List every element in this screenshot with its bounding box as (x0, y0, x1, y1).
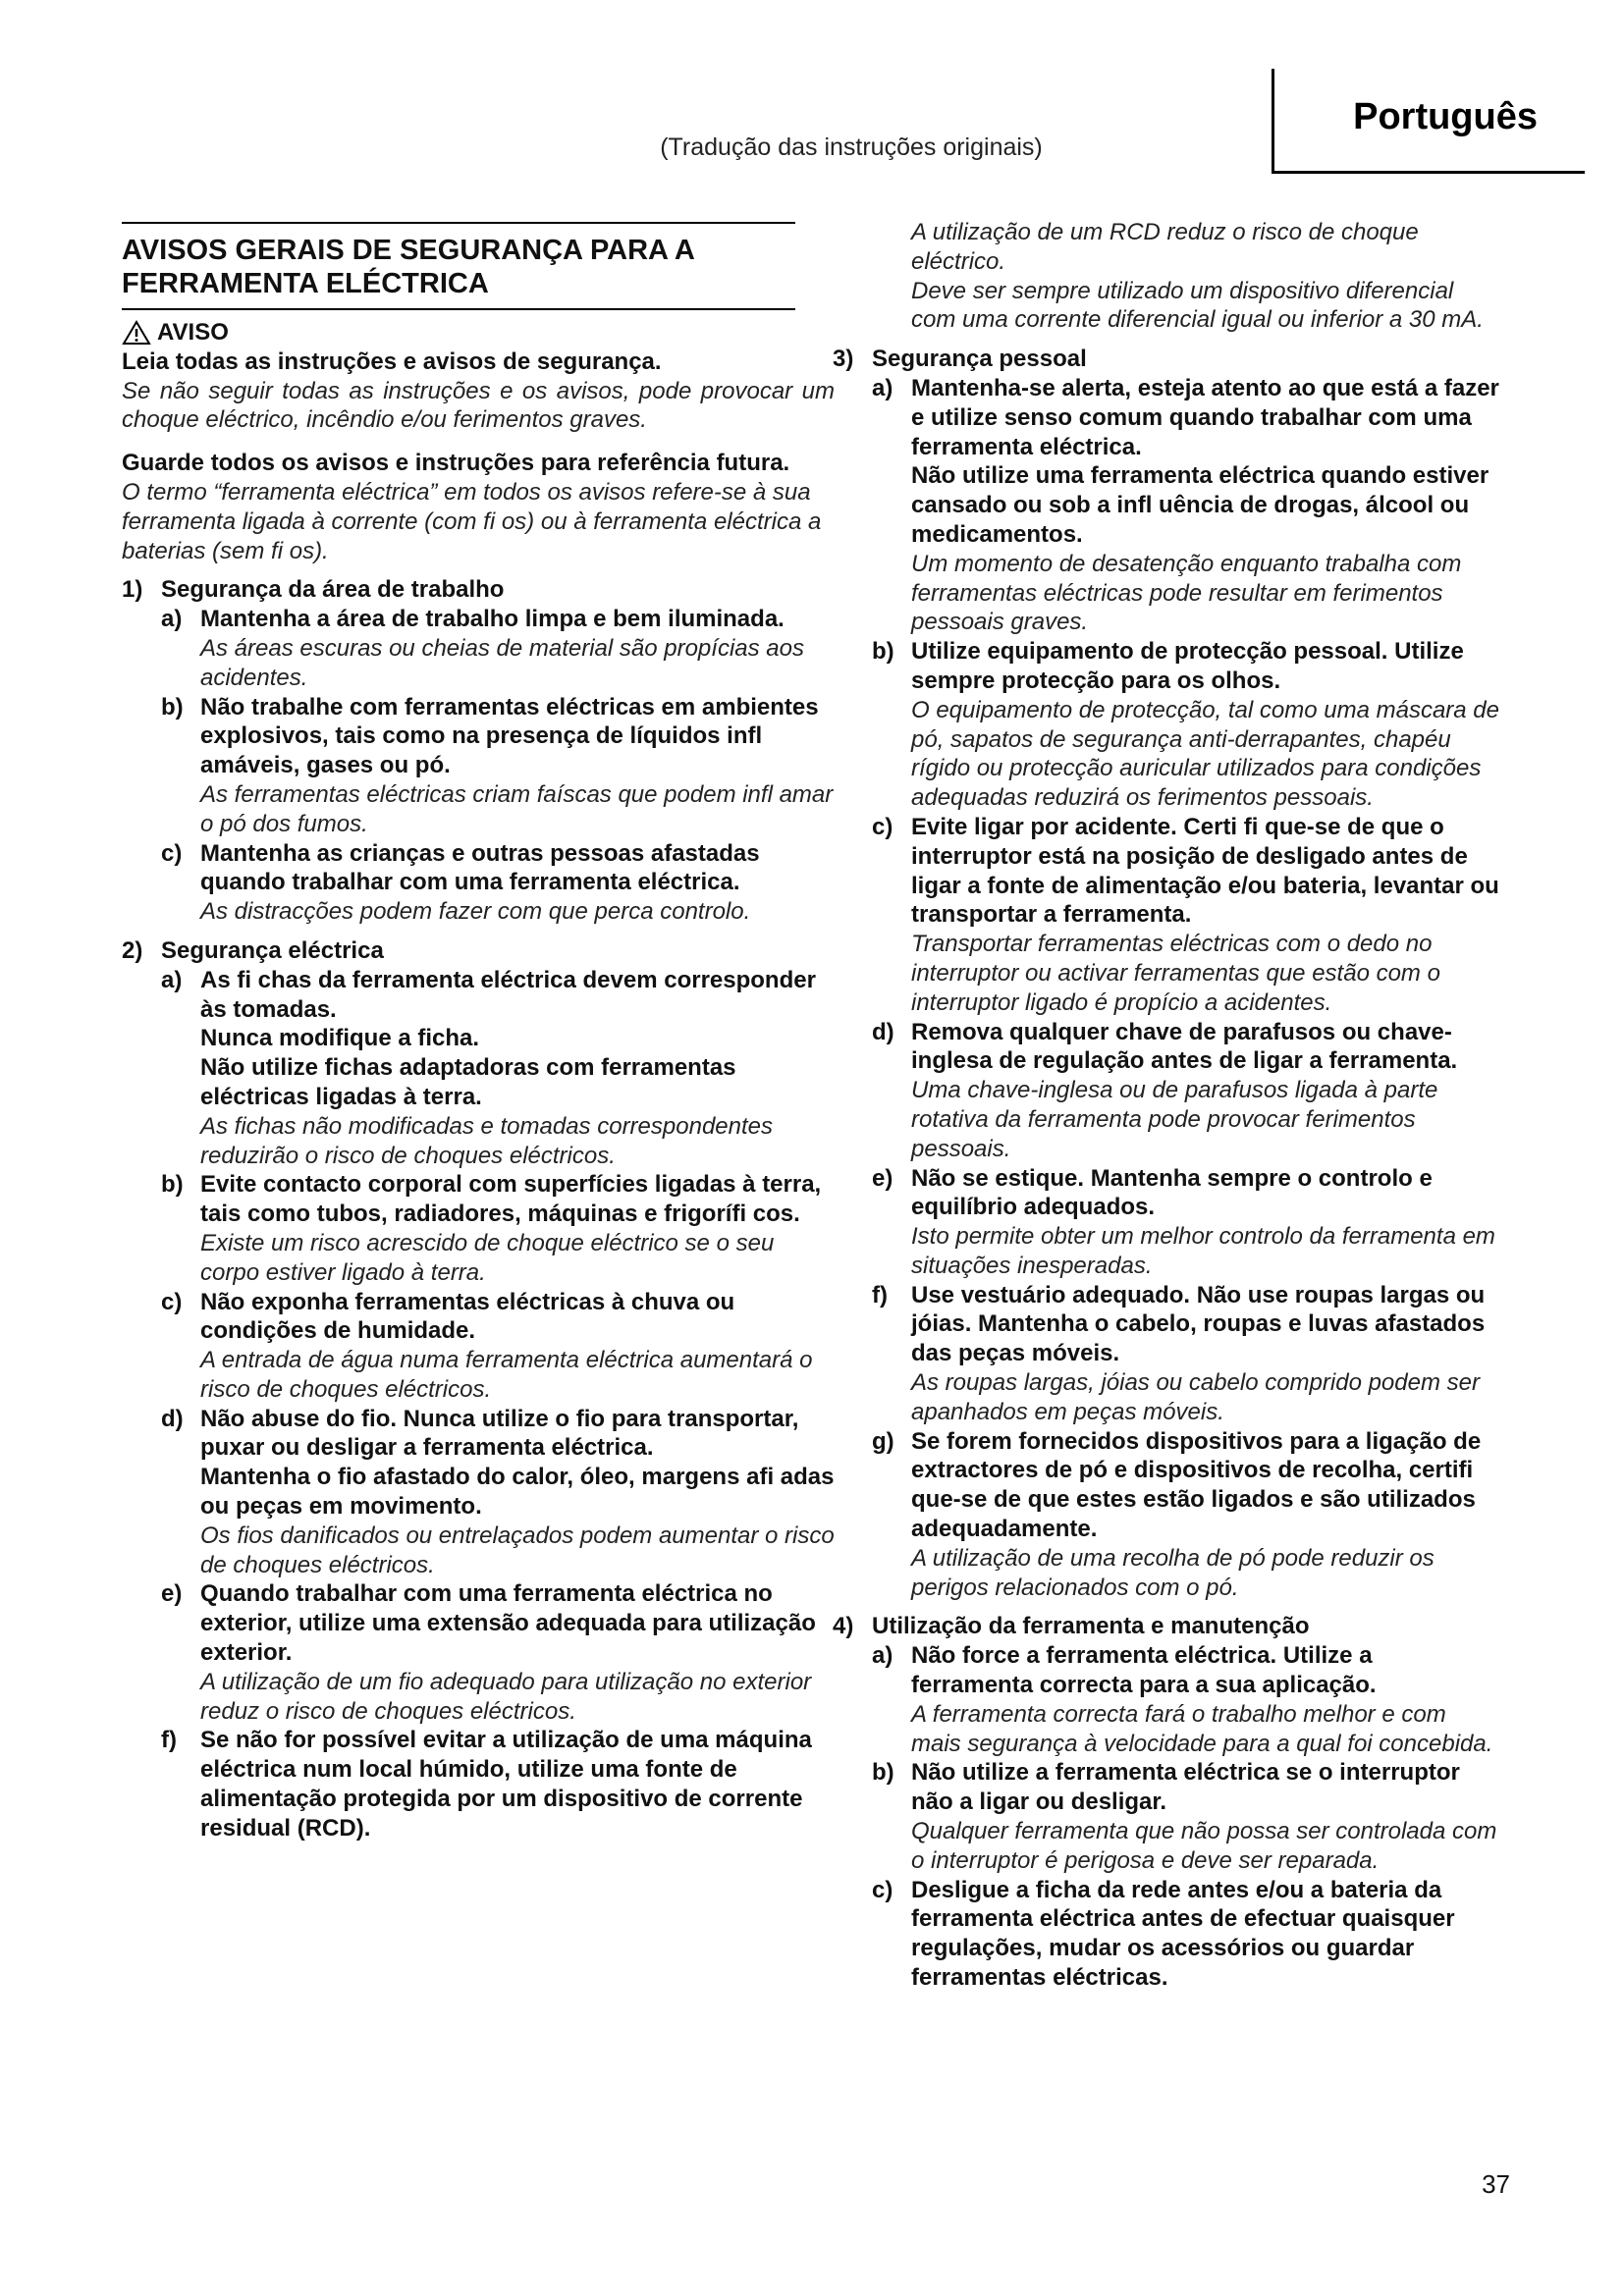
item-3e: e) Não se estique. Mantenha sempre o controlo e equilíbrio adequados. Isto permite obter um melhor controlo da ferramenta em situações inesperadas. (872, 1164, 1495, 1279)
item-2c: c) Não exponha ferramentas eléctricas à chuva ou condições de humidade. A entrada de água numa ferramenta eléctrica aumentará o risco de choques eléctricos. (161, 1288, 813, 1403)
item-1c: c) Mantenha as crianças e outras pessoas afastadas quando trabalhar com uma ferramenta eléctrica. As distracções podem fazer com que perca controlo. (161, 839, 760, 926)
item-1b: b) Não trabalhe com ferramentas eléctricas em ambientes explosivos, tais como na presença de líquidos infl amáveis, gases ou pó. As ferramentas eléctricas criam faíscas que podem infl amar o pó dos fumos. (161, 693, 834, 837)
section-2-heading: 2) Segurança eléctrica (122, 936, 384, 964)
page-title: AVISOS GERAIS DE SEGURANÇA PARA A FERRAMENTA ELÉCTRICA (122, 222, 795, 310)
warning-heading (122, 318, 835, 347)
warning-label: AVISO (157, 319, 229, 346)
item-2a: a) As fi chas da ferramenta eléctrica devem corresponder às tomadas. Nunca modifique a ficha. Não utilize fichas adaptadoras com ferramentas eléctricas ligadas à terra. As fichas não modificadas e tomadas correspondentes reduzirão o risco de choques eléctricos. (161, 966, 816, 1169)
section-4-heading: 4) Utilização da ferramenta e manutenção (833, 1613, 1310, 1640)
item-2f-note: A utilização de um RCD reduz o risco de choque eléctrico. (911, 219, 1419, 275)
item-3d: d) Remova qualquer chave de parafusos ou chave-inglesa de regulação antes de ligar a ferramenta. Uma chave-inglesa ou de parafusos ligada à parte rotativa da ferramenta pode provocar ferimentos pessoais. (872, 1018, 1458, 1162)
intro-keep: Guarde todos os avisos e instruções para referência futura. (122, 450, 790, 477)
intro-term-note: O termo “ferramenta eléctrica” em todos os avisos refere-se à sua ferramenta ligada à corrente (com fi os) ou à ferramenta eléctrica a baterias (sem fi os). (122, 478, 822, 564)
section-1-heading: 1) Segurança da área de trabalho (122, 576, 505, 604)
item-4b: b) Não utilize a ferramenta eléctrica se o interruptor não a ligar ou desligar. Qualquer ferramenta que não possa ser controlada com o interruptor é perigosa e deve ser reparada. (872, 1759, 1497, 1874)
right-column (833, 218, 1500, 1993)
item-3g: g) Se forem fornecidos dispositivos para a ligação de extractores de pó e dispositivos de recolha, certifi que-se de que estes estão ligados e são utilizados adequadamente. A utilização de uma recolha de pó pode reduzir os perigos relacionados com o pó. (872, 1427, 1482, 1601)
item-2d: d) Não abuse do fio. Nunca utilize o fio para transportar, puxar ou desligar a ferramenta eléctrica. Mantenha o fio afastado do calor, óleo, margens afi adas ou peças em movimento. Os fios danificados ou entrelaçados podem aumentar o risco de choques eléctricos. (161, 1405, 835, 1578)
item-2e: e) Quando trabalhar com uma ferramenta eléctrica no exterior, utilize uma extensão adequada para utilização exterior. A utilização de um fio adequado para utilização no exterior reduz o risco de choques eléctricos. (161, 1580, 816, 1725)
section-3-heading: 3) Segurança pessoal (833, 346, 1087, 373)
item-4a: a) Não force a ferramenta eléctrica. Utilize a ferramenta correcta para a sua aplicação. A ferramenta correcta fará o trabalho melhor e com mais segurança à velocidade para a qual foi concebida. (872, 1642, 1493, 1757)
item-2f: f) Se não for possível evitar a utilização de uma máquina eléctrica num local húmido, utilize uma fonte de alimentação protegida por um dispositivo de corrente residual (RCD). (161, 1727, 812, 1842)
page-number: 37 (1482, 2169, 1510, 2199)
intro-read-all-note: Se não seguir todas as instruções e os avisos, pode provocar um choque eléctrico, incêndio e/ou ferimentos graves. (122, 377, 835, 434)
item-2f-note2: Deve ser sempre utilizado um dispositivo diferencial com uma corrente diferencial igual ou inferior a 30 mA. (911, 277, 1484, 334)
translation-subtitle: (Tradução das instruções originais) (660, 133, 1043, 161)
item-3f: f) Use vestuário adequado. Não use roupas largas ou jóias. Mantenha o cabelo, roupas e luvas afastados das peças móveis. As roupas largas, jóias ou cabelo comprido podem ser apanhados em peças móveis. (872, 1281, 1486, 1425)
language-label: Português (1353, 96, 1538, 137)
intro-read-all: Leia todas as instruções e avisos de segurança. (122, 347, 662, 375)
left-column (122, 214, 835, 1843)
item-2b: b) Evite contacto corporal com superfícies ligadas à terra, tais como tubos, radiadores, máquinas e frigoríﬁ cos. Existe um risco acrescido de choque eléctrico se o seu corpo estiver ligado à terra. (161, 1171, 822, 1286)
item-1a: a) Mantenha a área de trabalho limpa e bem iluminada. As áreas escuras ou cheias de material são propícias aos acidentes. (161, 606, 804, 691)
item-4c: c) Desligue a ficha da rede antes e/ou a bateria da ferramenta eléctrica antes de efectuar quaisquer regulações, mudar os acessórios ou guardar ferramentas eléctricas. (872, 1876, 1455, 1992)
item-3c: c) Evite ligar por acidente. Certi fi que-se de que o interruptor está na posição de desligado antes de ligar a fonte de alimentação e/ou bateria, levantar ou transportar a ferramenta. Transportar ferramentas eléctricas com o dedo no interruptor ou activar ferramentas que estão com o interruptor ligado é propício a acidentes. (872, 813, 1499, 1016)
item-3a: a) Mantenha-se alerta, esteja atento ao que está a fazer e utilize senso comum quando trabalhar com uma ferramenta eléctrica. Não utilize uma ferramenta eléctrica quando estiver cansado ou sob a infl uência de drogas, álcool ou medicamentos. Um momento de desatenção enquanto trabalha com ferramentas eléctricas pode resultar em ferimentos pessoais graves. (872, 374, 1499, 636)
warning-triangle-icon (122, 320, 151, 346)
item-3b: b) Utilize equipamento de protecção pessoal. Utilize sempre protecção para os olhos. O equipamento de protecção, tal como uma máscara de pó, sapatos de segurança anti-derrapantes, chapéu rígido ou protecção auricular utilizados para condições adequadas reduzirá os ferimentos pessoais. (872, 638, 1499, 812)
